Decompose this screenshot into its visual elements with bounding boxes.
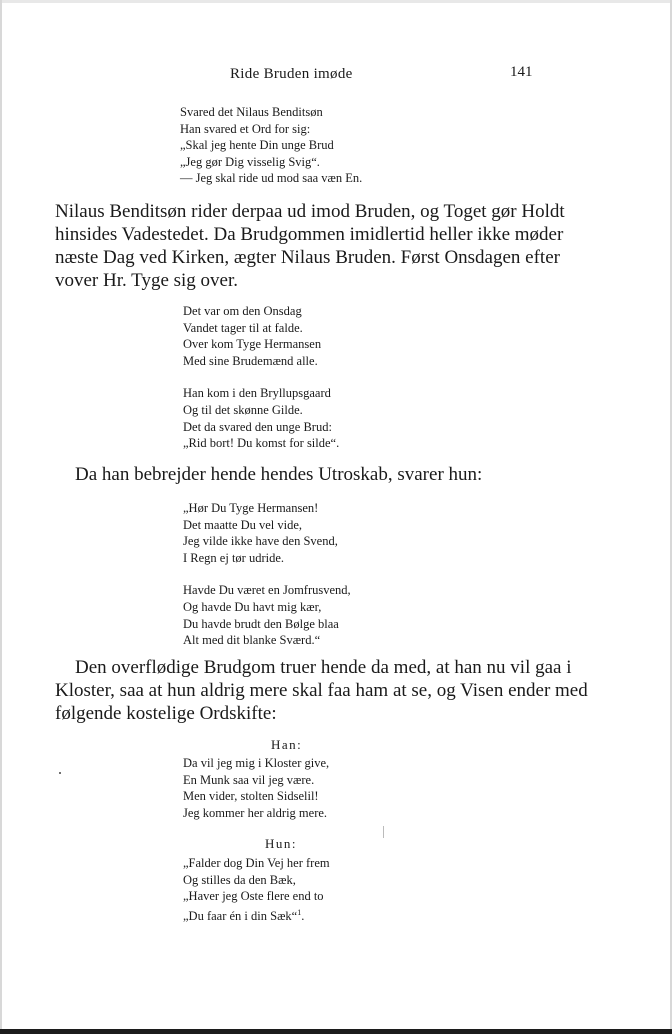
- verse-block-3: [183, 500, 351, 649]
- verse-line: Det var om den Onsdag: [183, 304, 302, 318]
- verse-line: Og havde Du havt mig kær,: [183, 599, 322, 614]
- page-number: 141: [510, 64, 533, 80]
- verse-line: Da vil jeg mig i Kloster give,: [183, 756, 330, 770]
- verse-line: „Hør Du Tyge Hermansen!: [183, 501, 319, 515]
- verse-line: Det da svared den unge Brud:: [183, 419, 332, 434]
- verse-line: Du havde brudt den Bølge blaa: [183, 616, 339, 631]
- verse-line: — Jeg skal ride ud mod saa væn En.: [180, 171, 363, 186]
- footnote-marker: 1: [297, 907, 302, 917]
- page-left-edge: [0, 0, 2, 1034]
- final-period: .: [301, 908, 305, 923]
- verse-line: „Jeg gør Dig visselig Svig“.: [180, 154, 320, 169]
- verse-line: I Regn ej tør udride.: [183, 550, 285, 565]
- verse-block-hun: [183, 855, 330, 925]
- verse-line: Med sine Brudemænd alle.: [183, 353, 318, 368]
- verse-line: En Munk saa vil jeg være.: [183, 772, 315, 787]
- stanza-gap: [183, 369, 339, 385]
- prose-paragraph-3: Den overflødige Brudgom truer hende da med, at han nu vil gaa i Kloster, saa at hun aldrig mere skal faa ham at se, og Visen ender med følgende kostelige Ordskifte:: [55, 657, 588, 724]
- verse-line: Det maatte Du vel vide,: [183, 517, 303, 532]
- speaker-label-han: Han:: [271, 737, 303, 752]
- verse-line-text: „Du faar én i din Sæk“: [183, 908, 298, 923]
- verse-line: Han kom i den Bryllupsgaard: [183, 386, 331, 401]
- verse-line: „Rid bort! Du komst for silde“.: [183, 436, 340, 451]
- verse-line: [183, 905, 330, 925]
- speaker-label-hun: Hun:: [265, 836, 297, 851]
- verse-line: Jeg kommer her aldrig mere.: [183, 805, 328, 820]
- verse-line: „Falder dog Din Vej her frem: [183, 856, 330, 870]
- verse-line: Over kom Tyge Hermansen: [183, 337, 322, 352]
- verse-line: Men vider, stolten Sidselil!: [183, 789, 319, 804]
- scan-speck: [59, 772, 61, 774]
- verse-line: Havde Du været en Jomfrusvend,: [183, 583, 351, 598]
- verse-line: „Skal jeg hente Din unge Brud: [180, 138, 334, 153]
- running-title: Ride Bruden imøde: [230, 66, 353, 82]
- scan-hairline: [383, 826, 384, 838]
- verse-line: Og til det skønne Gilde.: [183, 402, 303, 417]
- prose-paragraph-2: Da han bebrejder hende hendes Utroskab, svarer hun:: [75, 464, 483, 485]
- verse-line: Vandet tager til at falde.: [183, 320, 303, 335]
- verse-block-2: [183, 303, 339, 452]
- verse-line: Jeg vilde ikke have den Svend,: [183, 534, 338, 549]
- prose-paragraph-1: Nilaus Benditsøn rider derpaa ud imod Bruden, og Toget gør Holdt hinsides Vadestedet. Da Brudgommen imidlertid heller ikke møder næste Dag ved Kirken, ægter Nilaus Bruden. Først Onsdagen efter vover Hr. Tyge sig over.: [55, 201, 565, 291]
- stanza-gap: [183, 566, 351, 582]
- verse-line: Alt med dit blanke Sværd.“: [183, 633, 321, 648]
- page-bottom-edge: [0, 1029, 672, 1034]
- verse-line: Han svared et Ord for sig:: [180, 121, 311, 136]
- verse-line: „Haver jeg Oste flere end to: [183, 889, 324, 904]
- verse-block-han: [183, 755, 329, 821]
- page-top-edge: [0, 0, 672, 3]
- verse-line: Og stilles da den Bæk,: [183, 872, 296, 887]
- verse-block-1: [180, 104, 362, 187]
- verse-line: Svared det Nilaus Benditsøn: [180, 105, 323, 119]
